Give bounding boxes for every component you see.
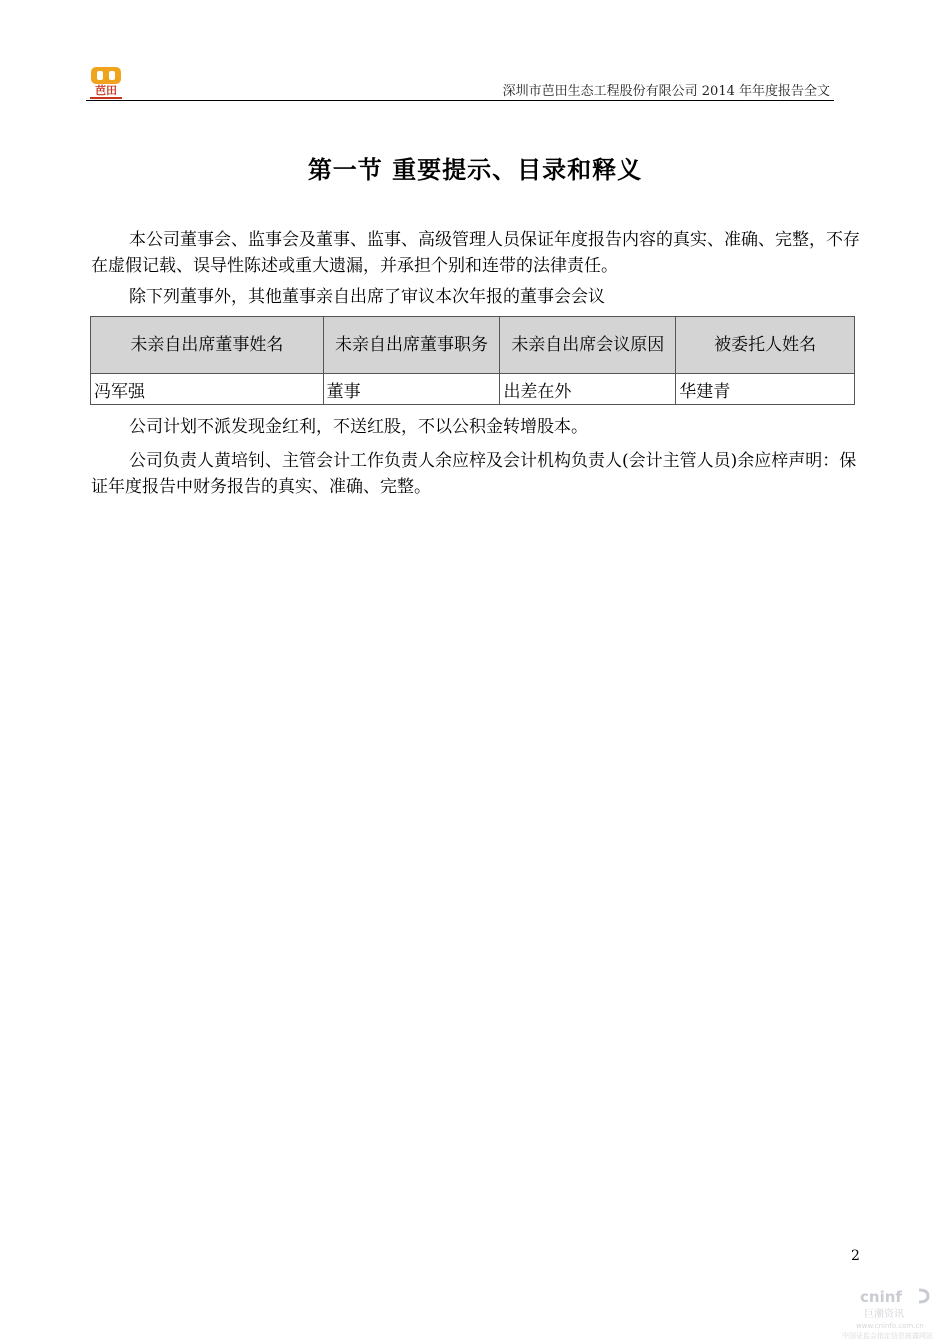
table-row [91,374,855,405]
table-header-cell: 未亲自出席董事姓名 [91,317,324,374]
watermark-brand: cninf [860,1288,902,1306]
table-header-cell: 未亲自出席会议原因 [500,317,676,374]
watermark-tagline: 中国证监会指定信息披露网站 [842,1332,933,1340]
header-divider [86,100,834,101]
table-cell-proxy-name: 华建青 [676,374,855,405]
absent-directors-table [90,316,855,405]
paragraph-financial-statement-declaration: 公司负责人黄培钊、主管会计工作负责人余应梓及会计机构负责人(会计主管人员)余应梓声明：保证年度报告中财务报告的真实、准确、完整。 [91,451,857,497]
watermark-swoosh-icon [919,1290,928,1302]
logo-text: 芭田 [95,84,117,97]
table-cell-director-position: 董事 [323,374,500,405]
watermark-url: www.cninfo.com.cn [856,1322,924,1330]
table-header-row [91,317,855,374]
company-logo [86,66,126,100]
paragraph-responsibility-statement: 本公司董事会、监事会及董事、监事、高级管理人员保证年度报告内容的真实、准确、完整，不存在虚假记载、误导性陈述或重大遗漏，并承担个别和连带的法律责任。 [91,230,860,276]
table-header-cell: 被委托人姓名 [676,317,855,374]
watermark-cn: 巨潮资讯 [864,1309,904,1320]
paragraph-dividend-plan: 公司计划不派发现金红利，不送红股，不以公积金转增股本。 [129,417,588,437]
page-number: 2 [851,1248,860,1264]
table-cell-absence-reason: 出差在外 [500,374,676,405]
table-cell-director-name: 冯军强 [91,374,324,405]
section-title: 第一节 重要提示、目录和释义 [307,156,643,184]
report-header-title: 深圳市芭田生态工程股份有限公司 2014 年年度报告全文 [502,84,830,99]
cninfo-watermark [840,1284,940,1340]
paragraph-absent-directors-intro: 除下列董事外，其他董事亲自出席了审议本次年报的董事会会议 [129,287,605,307]
table-header-cell: 未亲自出席董事职务 [323,317,500,374]
